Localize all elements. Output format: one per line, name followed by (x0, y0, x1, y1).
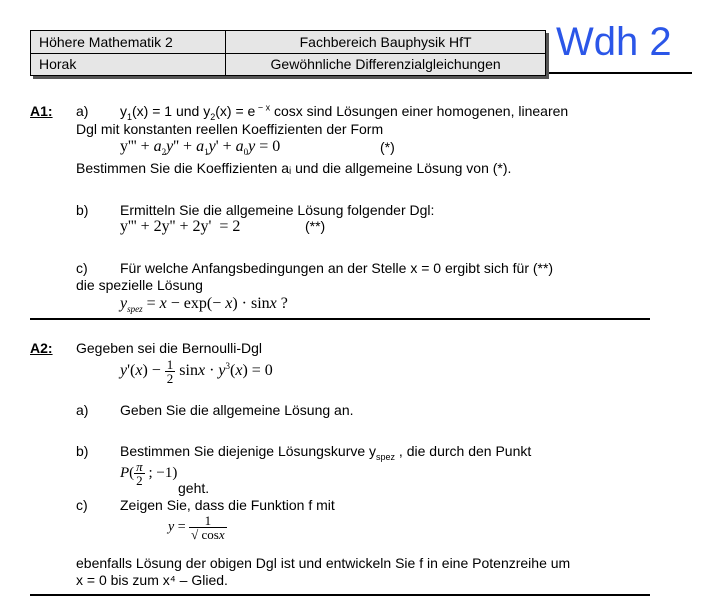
a1-a-text3: Bestimmen Sie die Koeffizienten aᵢ und die allgemeine Lösung von (*). (76, 160, 512, 176)
a2-c-label: c) (76, 497, 88, 513)
a1-a-text2: Dgl mit konstanten reellen Koeffizienten der Form (76, 121, 384, 137)
header-table (30, 30, 546, 76)
a1-c-text1: Für welche Anfangsbedingungen an der Stelle x = 0 ergibt sich für (**) (120, 260, 554, 276)
a1-b-text: Ermitteln Sie die allgemeine Lösung folgender Dgl: (120, 202, 435, 218)
a1-c-label: c) (76, 260, 88, 276)
header-department: Fachbereich Bauphysik HfT (226, 31, 546, 54)
a1-b-eq-tag: (**) (305, 218, 326, 234)
a2-intro: Gegeben sei die Bernoulli-Dgl (76, 340, 262, 356)
a2-c-equation: y = $\frac{1}{√ \cos x}$ (168, 513, 225, 542)
a1-a-label: a) (76, 103, 89, 119)
a1-a-eq-tag: (*) (380, 139, 395, 155)
a2-b-point: P( $\frac{\pi}{2}$ ; −1) (120, 459, 178, 488)
a2-b-label: b) (76, 443, 89, 459)
a2-label: A2: (30, 340, 53, 356)
a2-c-text: Zeigen Sie, dass die Funktion f mit (120, 497, 335, 513)
header-course: Höhere Mathematik 2 (31, 31, 226, 54)
a2-b-text-start: Bestimmen Sie diejenige Lösungskurve y (120, 443, 377, 459)
a2-c-text2: ebenfalls Lösung der obigen Dgl ist und entwickeln Sie f in eine Potenzreihe um (76, 555, 571, 571)
a2-b-text (120, 443, 532, 462)
badge-wdh: Wdh 2 (556, 20, 672, 64)
a1-b-label: b) (76, 202, 89, 218)
a2-a-text: Geben Sie die allgemeine Lösung an. (120, 402, 354, 418)
a1-a-line1 (120, 102, 569, 122)
a2-c-text3: x = 0 bis zum x⁴ – Glied. (76, 572, 228, 588)
a2-a-label: a) (76, 402, 89, 418)
a1-c-text2: die spezielle Lösung (76, 277, 203, 293)
a1-c-equation: $y_{spez} = x - \exp(- x) \cdot \sin x$ ? (120, 295, 288, 315)
a2-b-text-sub: spez (376, 451, 396, 462)
header-topic: Gewöhnliche Differenzialgleichungen (226, 53, 546, 76)
a1-a-functions: $y_1(x) = 1$ und $y_2(x) = e$ $^{- x}$ cosx (120, 102, 307, 122)
a1-label: A1: (30, 103, 53, 119)
header-author: Horak (31, 53, 226, 76)
divider-a2 (30, 594, 650, 596)
a2-b-geht: geht. (178, 480, 210, 496)
divider-a1 (30, 318, 650, 320)
a1-b-equation: y''' + 2y'' + 2y' = 2 (120, 218, 241, 235)
a2-b-text-end: , die durch den Punkt (395, 443, 532, 459)
a2-equation: y'(x) − $\frac{1}{2}$ $\sin x \cdot y^3(x) = 0$ (120, 357, 273, 386)
a1-a-equation: $y''' + a_2y'' + a_1y' + a_0y = 0$ (120, 138, 281, 158)
badge-underline (549, 72, 692, 74)
a1-a-text1: sind Lösungen einer homogenen, linearen (306, 103, 569, 119)
